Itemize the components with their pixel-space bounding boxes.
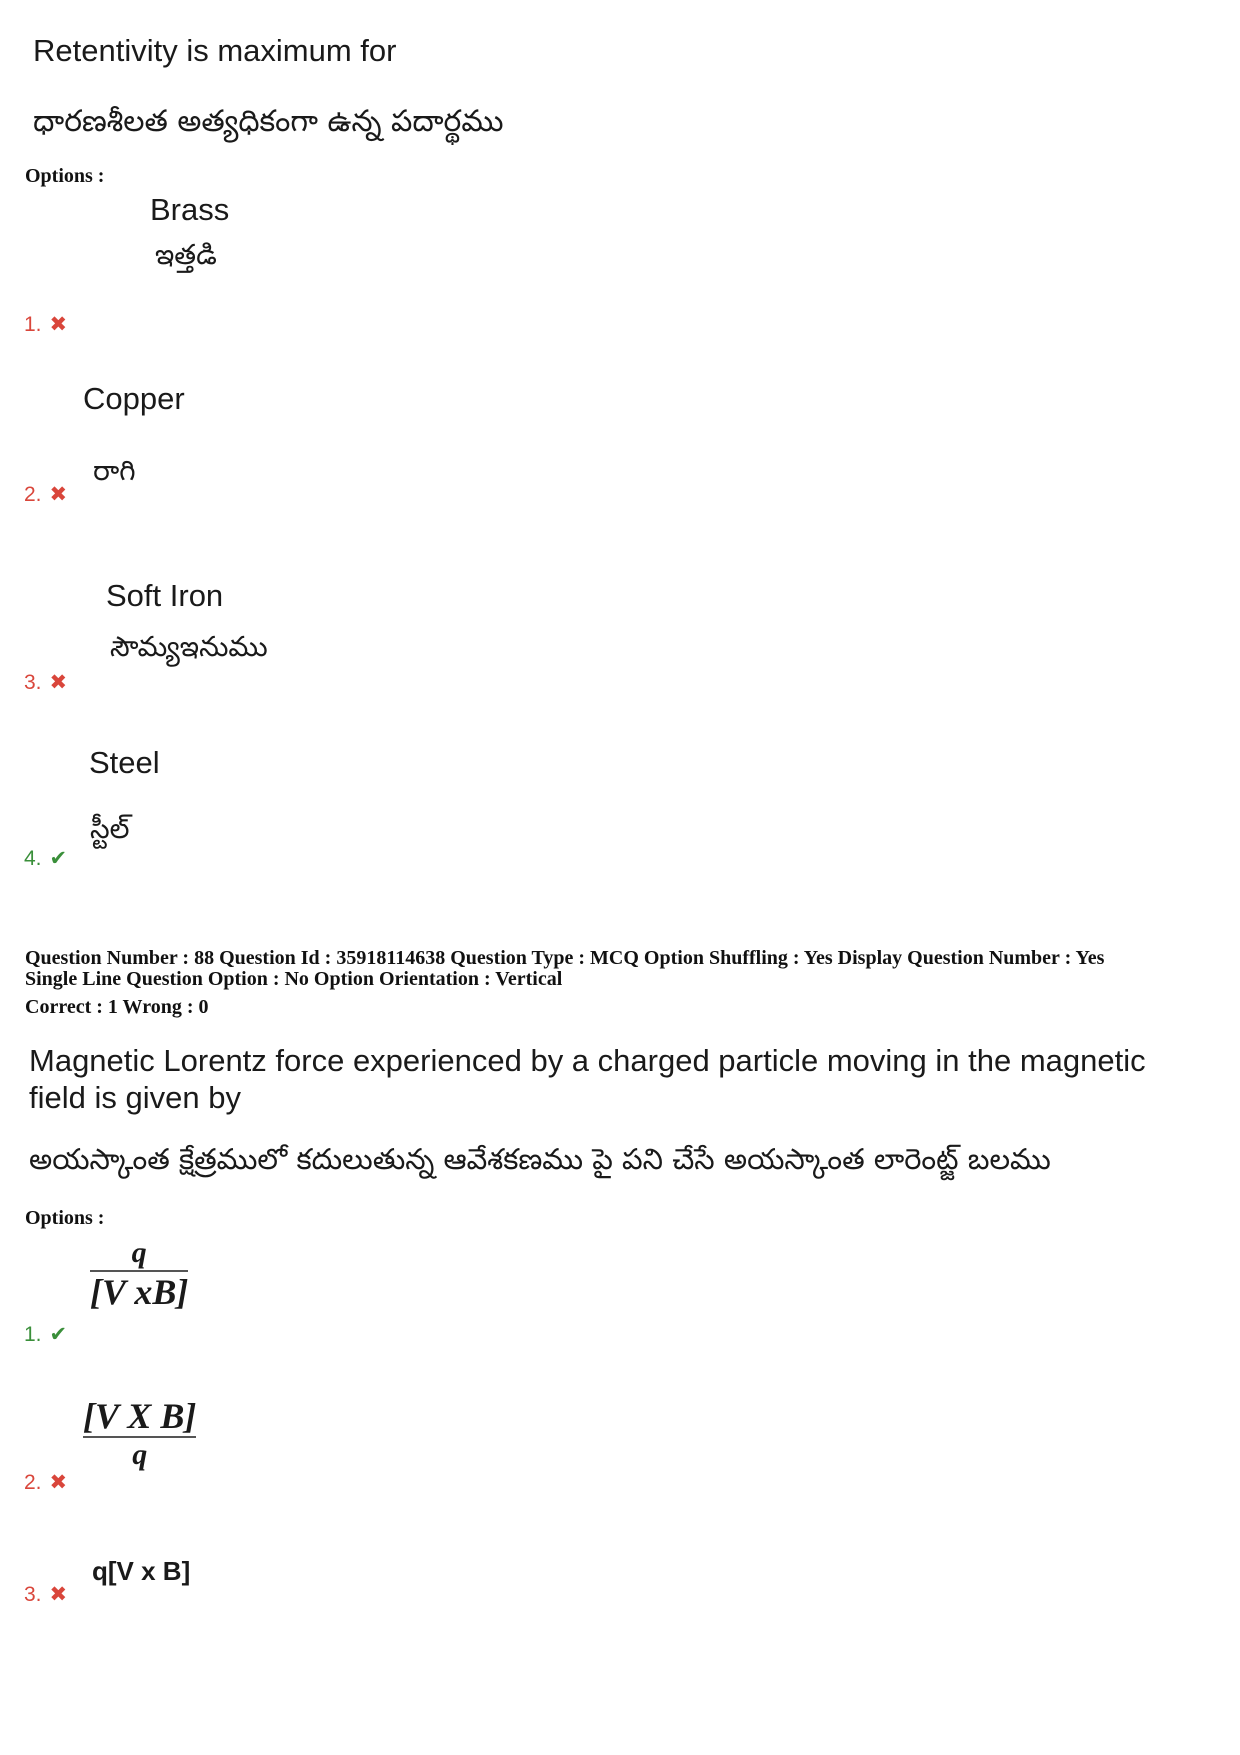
- question-meta-line2: Single Line Question Option : No Option Orientation : Vertical: [25, 968, 563, 990]
- cross-icon: ✖: [49, 1471, 68, 1494]
- option-1-marker: [24, 312, 67, 337]
- options-label: Options :: [25, 1207, 105, 1229]
- cross-icon: ✖: [49, 313, 68, 336]
- question-text-telugu: ధారణశీలత అత్యధికంగా ఉన్న పదార్థము: [33, 104, 504, 139]
- denominator: q: [132, 1438, 148, 1471]
- question-meta-line1: Question Number : 88 Question Id : 35918114638 Question Type : MCQ Option Shuffling : Yes Display Question Number : Yes: [25, 947, 1105, 969]
- option-number: 2.: [24, 482, 42, 506]
- option-number: 1.: [24, 312, 42, 336]
- check-icon: ✔: [49, 847, 68, 870]
- option-number: 1.: [24, 1322, 42, 1346]
- cross-icon: ✖: [49, 483, 68, 506]
- option-1-english: Brass: [150, 192, 230, 227]
- option-1-marker: [24, 1322, 67, 1347]
- option-1-telugu: ఇత్తడి: [155, 238, 217, 271]
- question-text-telugu: అయస్కాంత క్షేత్రములో కదులుతున్న ఆవేశకణము పై పని చేసే అయస్కాంత లారెంట్జ్ బలము: [29, 1142, 1051, 1176]
- option-2-marker: [24, 1470, 67, 1495]
- question-text-english: [29, 1042, 1146, 1116]
- cross-icon: ✖: [49, 671, 68, 694]
- option-number: 3.: [24, 1582, 42, 1606]
- option-3-formula: q[V x B]: [92, 1556, 191, 1586]
- option-number: 3.: [24, 670, 42, 694]
- option-3-telugu: సౌమ్యఇనుము: [110, 630, 268, 663]
- option-2-english: Copper: [83, 381, 185, 416]
- options-label: Options :: [25, 165, 105, 187]
- option-2-telugu: రాగి: [93, 454, 136, 487]
- option-number: 2.: [24, 1470, 42, 1494]
- option-4-marker: [24, 846, 67, 871]
- question-text-english: Retentivity is maximum for: [33, 33, 397, 68]
- cross-icon: ✖: [49, 1583, 68, 1606]
- option-2-fraction: [83, 1396, 196, 1472]
- option-3-marker: [24, 1582, 67, 1607]
- question-text-line1: Magnetic Lorentz force experienced by a charged particle moving in the magnetic: [29, 1043, 1146, 1078]
- option-1-fraction: [90, 1236, 188, 1312]
- option-4-english: Steel: [89, 745, 160, 780]
- option-number: 4.: [24, 846, 42, 870]
- numerator: [V X B]: [83, 1396, 197, 1436]
- marks: Correct : 1 Wrong : 0: [25, 996, 209, 1018]
- option-2-marker: [24, 482, 67, 507]
- option-4-telugu: స్టీల్: [90, 812, 130, 845]
- option-3-english: Soft Iron: [106, 578, 224, 613]
- question-text-line2: field is given by: [29, 1080, 241, 1115]
- denominator: [V xB]: [90, 1272, 189, 1312]
- question-meta: [25, 948, 1104, 990]
- option-3-marker: [24, 670, 67, 695]
- check-icon: ✔: [49, 1323, 68, 1346]
- numerator: q: [131, 1236, 147, 1269]
